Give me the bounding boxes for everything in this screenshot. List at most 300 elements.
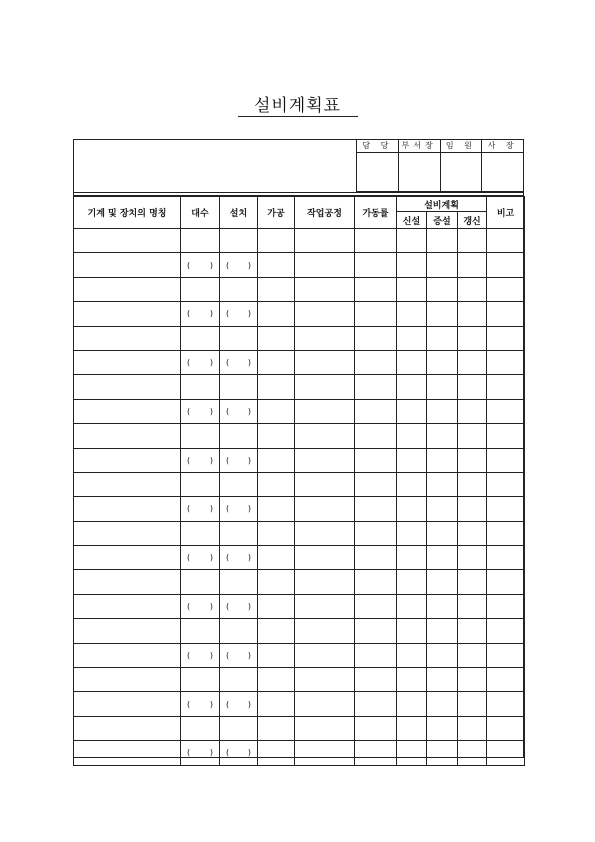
- table-cell[interactable]: [397, 741, 427, 765]
- table-cell[interactable]: [74, 497, 181, 521]
- paren-open: (: [187, 748, 191, 758]
- table-cell[interactable]: [397, 594, 427, 618]
- table-cell[interactable]: [258, 497, 295, 521]
- table-cell[interactable]: [181, 326, 220, 350]
- table-cell[interactable]: [487, 399, 525, 423]
- table-cell[interactable]: [220, 253, 258, 277]
- table-cell[interactable]: [427, 277, 458, 301]
- table-cell[interactable]: [295, 229, 355, 253]
- table-cell[interactable]: [397, 521, 427, 545]
- table-cell[interactable]: [295, 668, 355, 692]
- table-cell[interactable]: [487, 497, 525, 521]
- table-cell[interactable]: [181, 302, 220, 326]
- table-cell[interactable]: [220, 326, 258, 350]
- table-cell[interactable]: [220, 668, 258, 692]
- table-cell[interactable]: [355, 716, 397, 740]
- table-cell[interactable]: [397, 643, 427, 667]
- page-title: 설비계획표: [253, 96, 342, 116]
- table-cell[interactable]: [220, 424, 258, 448]
- col-header-expand: 증설: [427, 212, 458, 229]
- table-cell[interactable]: [295, 741, 355, 765]
- paren-close: ): [209, 260, 213, 270]
- table-cell[interactable]: [458, 668, 487, 692]
- paren-open: (: [187, 358, 191, 368]
- table-cell[interactable]: [487, 253, 525, 277]
- table-cell[interactable]: [427, 546, 458, 570]
- table-cell[interactable]: [427, 643, 458, 667]
- table-cell[interactable]: [181, 350, 220, 374]
- table-cell[interactable]: [74, 716, 181, 740]
- paren-open: (: [226, 650, 230, 660]
- paren-marker: [181, 456, 219, 465]
- table-cell[interactable]: [295, 643, 355, 667]
- table-cell[interactable]: [74, 399, 181, 423]
- paren-marker: [220, 700, 257, 709]
- table-cell[interactable]: [397, 424, 427, 448]
- table-cell[interactable]: [295, 521, 355, 545]
- table-cell[interactable]: [397, 448, 427, 472]
- table-cell[interactable]: [397, 472, 427, 496]
- table-cell[interactable]: [220, 497, 258, 521]
- table-cell[interactable]: [397, 302, 427, 326]
- table-cell[interactable]: [74, 546, 181, 570]
- table-cell[interactable]: [427, 326, 458, 350]
- paren-marker: [181, 407, 219, 416]
- table-cell[interactable]: [458, 448, 487, 472]
- table-cell[interactable]: [427, 521, 458, 545]
- table-cell[interactable]: [181, 521, 220, 545]
- table-cell[interactable]: [181, 546, 220, 570]
- table-cell[interactable]: [220, 521, 258, 545]
- table-cell[interactable]: [258, 521, 295, 545]
- table-cell[interactable]: [397, 668, 427, 692]
- table-row: [74, 546, 525, 570]
- table-cell[interactable]: [74, 424, 181, 448]
- table-row: [74, 424, 525, 448]
- approval-label: 부서장: [398, 140, 440, 153]
- col-header-remark: 비고: [487, 197, 525, 229]
- table-cell[interactable]: [427, 619, 458, 643]
- table-cell[interactable]: [220, 375, 258, 399]
- table-cell[interactable]: [355, 448, 397, 472]
- table-cell[interactable]: [220, 546, 258, 570]
- paren-close: ): [247, 553, 251, 563]
- table-row: [74, 668, 525, 692]
- equipment-table: [73, 196, 525, 766]
- paren-open: (: [187, 602, 191, 612]
- table-cell[interactable]: [458, 350, 487, 374]
- paren-open: (: [226, 602, 230, 612]
- table-cell[interactable]: [295, 472, 355, 496]
- table-cell[interactable]: [355, 472, 397, 496]
- table-cell[interactable]: [355, 350, 397, 374]
- paren-close: ): [209, 650, 213, 660]
- table-cell[interactable]: [487, 521, 525, 545]
- paren-marker: [220, 504, 257, 513]
- table-cell[interactable]: [220, 472, 258, 496]
- table-cell[interactable]: [220, 716, 258, 740]
- table-cell[interactable]: [220, 643, 258, 667]
- paren-marker: [181, 261, 219, 270]
- paren-open: (: [187, 455, 191, 465]
- table-cell[interactable]: [458, 472, 487, 496]
- table-cell[interactable]: [181, 399, 220, 423]
- paren-close: ): [247, 748, 251, 758]
- paren-open: (: [187, 504, 191, 514]
- table-cell[interactable]: [427, 302, 458, 326]
- approval-label: 담 당: [357, 140, 399, 153]
- table-cell[interactable]: [181, 497, 220, 521]
- table-cell[interactable]: [295, 546, 355, 570]
- table-cell[interactable]: [295, 570, 355, 594]
- table-cell[interactable]: [355, 375, 397, 399]
- table-cell[interactable]: [458, 741, 487, 765]
- table-cell[interactable]: [458, 692, 487, 716]
- col-header-install: 설치: [220, 197, 258, 229]
- table-cell[interactable]: [355, 668, 397, 692]
- table-cell[interactable]: [181, 570, 220, 594]
- table-cell[interactable]: [355, 741, 397, 765]
- table-cell[interactable]: [295, 424, 355, 448]
- paren-close: ): [209, 699, 213, 709]
- table-cell[interactable]: [181, 692, 220, 716]
- table-cell[interactable]: [397, 570, 427, 594]
- table-cell[interactable]: [295, 302, 355, 326]
- table-cell[interactable]: [74, 521, 181, 545]
- table-cell[interactable]: [181, 594, 220, 618]
- table-cell[interactable]: [458, 497, 487, 521]
- paren-open: (: [226, 309, 230, 319]
- table-cell[interactable]: [258, 302, 295, 326]
- table-cell[interactable]: [220, 619, 258, 643]
- paren-close: ): [209, 455, 213, 465]
- paren-marker: [220, 407, 257, 416]
- table-row: [74, 253, 525, 277]
- table-cell[interactable]: [295, 253, 355, 277]
- table-cell[interactable]: [458, 619, 487, 643]
- table-cell[interactable]: [74, 472, 181, 496]
- table-cell[interactable]: [397, 399, 427, 423]
- table-cell[interactable]: [487, 277, 525, 301]
- table-cell[interactable]: [458, 326, 487, 350]
- table-cell[interactable]: [74, 619, 181, 643]
- table-cell[interactable]: [355, 497, 397, 521]
- table-cell[interactable]: [458, 643, 487, 667]
- table-cell[interactable]: [427, 350, 458, 374]
- col-header-rate: 가동률: [355, 197, 397, 229]
- table-cell[interactable]: [487, 668, 525, 692]
- paren-marker: [181, 358, 219, 367]
- table-cell[interactable]: [458, 277, 487, 301]
- table-cell[interactable]: [487, 472, 525, 496]
- table-cell[interactable]: [397, 375, 427, 399]
- table-cell[interactable]: [487, 716, 525, 740]
- table-cell[interactable]: [295, 619, 355, 643]
- approval-sign-box[interactable]: [398, 153, 440, 192]
- table-row: [74, 277, 525, 301]
- table-cell[interactable]: [458, 594, 487, 618]
- table-cell[interactable]: [74, 594, 181, 618]
- paren-open: (: [226, 455, 230, 465]
- table-cell[interactable]: [427, 668, 458, 692]
- table-cell[interactable]: [181, 448, 220, 472]
- paren-marker: [181, 700, 219, 709]
- table-cell[interactable]: [74, 570, 181, 594]
- table-cell[interactable]: [74, 326, 181, 350]
- table-cell[interactable]: [355, 546, 397, 570]
- table-cell[interactable]: [295, 594, 355, 618]
- table-cell[interactable]: [258, 229, 295, 253]
- table-cell[interactable]: [427, 741, 458, 765]
- table-cell[interactable]: [220, 350, 258, 374]
- table-cell[interactable]: [427, 424, 458, 448]
- table-row: [74, 302, 525, 326]
- approval-label: 사 장: [482, 140, 524, 153]
- table-cell[interactable]: [355, 643, 397, 667]
- table-cell[interactable]: [220, 741, 258, 765]
- paren-close: ): [209, 406, 213, 416]
- table-cell[interactable]: [397, 716, 427, 740]
- paren-close: ): [247, 358, 251, 368]
- paren-open: (: [187, 699, 191, 709]
- table-cell[interactable]: [74, 741, 181, 765]
- table-cell[interactable]: [258, 448, 295, 472]
- paren-marker: [181, 602, 219, 611]
- paren-marker: [181, 504, 219, 513]
- paren-open: (: [187, 406, 191, 416]
- table-cell[interactable]: [258, 594, 295, 618]
- table-cell[interactable]: [427, 692, 458, 716]
- table-cell[interactable]: [397, 277, 427, 301]
- table-cell[interactable]: [74, 668, 181, 692]
- table-cell[interactable]: [295, 716, 355, 740]
- table-cell[interactable]: [397, 497, 427, 521]
- table-cell[interactable]: [487, 546, 525, 570]
- table-cell[interactable]: [355, 302, 397, 326]
- table-cell[interactable]: [458, 375, 487, 399]
- table-cell[interactable]: [258, 546, 295, 570]
- table-cell[interactable]: [397, 692, 427, 716]
- paren-open: (: [226, 553, 230, 563]
- table-cell[interactable]: [427, 375, 458, 399]
- table-cell[interactable]: [74, 229, 181, 253]
- col-header-process: 가공: [258, 197, 295, 229]
- table-cell[interactable]: [295, 375, 355, 399]
- table-cell[interactable]: [220, 448, 258, 472]
- table-cell[interactable]: [220, 277, 258, 301]
- table-cell[interactable]: [258, 716, 295, 740]
- table-cell[interactable]: [355, 619, 397, 643]
- table-cell[interactable]: [397, 229, 427, 253]
- table-cell[interactable]: [397, 253, 427, 277]
- table-cell[interactable]: [258, 472, 295, 496]
- approval-sign-box[interactable]: [482, 153, 524, 192]
- approval-sign-box[interactable]: [357, 153, 399, 192]
- col-header-plan: 설비계획: [397, 197, 487, 212]
- table-cell[interactable]: [427, 229, 458, 253]
- table-cell[interactable]: [181, 253, 220, 277]
- table-cell[interactable]: [355, 399, 397, 423]
- paren-open: (: [226, 358, 230, 368]
- col-header-count: 대수: [181, 197, 220, 229]
- table-cell[interactable]: [427, 570, 458, 594]
- table-cell[interactable]: [458, 521, 487, 545]
- table-cell[interactable]: [258, 570, 295, 594]
- table-cell[interactable]: [487, 692, 525, 716]
- table-cell[interactable]: [295, 277, 355, 301]
- table-cell[interactable]: [181, 277, 220, 301]
- table-cell[interactable]: [427, 716, 458, 740]
- table-cell[interactable]: [487, 375, 525, 399]
- table-cell[interactable]: [258, 350, 295, 374]
- table-cell[interactable]: [458, 424, 487, 448]
- table-cell[interactable]: [181, 716, 220, 740]
- col-header-new: 신설: [397, 212, 427, 229]
- table-row: [74, 619, 525, 643]
- paren-close: ): [209, 504, 213, 514]
- paren-marker: [181, 309, 219, 318]
- table-cell[interactable]: [355, 692, 397, 716]
- table-cell[interactable]: [355, 521, 397, 545]
- table-cell[interactable]: [487, 350, 525, 374]
- table-cell[interactable]: [355, 229, 397, 253]
- table-cell[interactable]: [355, 253, 397, 277]
- table-cell[interactable]: [295, 497, 355, 521]
- table-cell[interactable]: [258, 253, 295, 277]
- table-cell[interactable]: [458, 716, 487, 740]
- table-cell[interactable]: [258, 277, 295, 301]
- table-cell[interactable]: [355, 594, 397, 618]
- table-cell[interactable]: [220, 570, 258, 594]
- table-cell[interactable]: [427, 253, 458, 277]
- paren-marker: [220, 309, 257, 318]
- table-cell[interactable]: [487, 570, 525, 594]
- paren-close: ): [209, 748, 213, 758]
- table-cell[interactable]: [295, 448, 355, 472]
- table-cell[interactable]: [74, 350, 181, 374]
- table-cell[interactable]: [74, 448, 181, 472]
- table-cell[interactable]: [220, 692, 258, 716]
- table-cell[interactable]: [295, 399, 355, 423]
- table-cell[interactable]: [487, 643, 525, 667]
- table-cell[interactable]: [220, 229, 258, 253]
- paren-marker: [220, 651, 257, 660]
- table-cell[interactable]: [487, 229, 525, 253]
- table-cell[interactable]: [487, 619, 525, 643]
- table-cell[interactable]: [397, 350, 427, 374]
- table-cell[interactable]: [220, 399, 258, 423]
- table-cell[interactable]: [487, 326, 525, 350]
- table-cell[interactable]: [355, 326, 397, 350]
- table-cell[interactable]: [458, 229, 487, 253]
- paren-close: ): [247, 602, 251, 612]
- table-cell[interactable]: [487, 741, 525, 765]
- table-cell[interactable]: [258, 619, 295, 643]
- paren-open: (: [226, 748, 230, 758]
- table-row: [74, 716, 525, 740]
- table-cell[interactable]: [458, 546, 487, 570]
- table-cell[interactable]: [258, 741, 295, 765]
- table-cell[interactable]: [258, 668, 295, 692]
- table-cell[interactable]: [355, 277, 397, 301]
- table-cell[interactable]: [181, 668, 220, 692]
- table-cell[interactable]: [181, 424, 220, 448]
- table-row: [74, 497, 525, 521]
- table-row: [74, 229, 525, 253]
- table-cell[interactable]: [355, 424, 397, 448]
- paren-close: ): [209, 309, 213, 319]
- paren-close: ): [209, 602, 213, 612]
- table-cell[interactable]: [181, 472, 220, 496]
- table-cell[interactable]: [487, 302, 525, 326]
- table-cell[interactable]: [458, 302, 487, 326]
- table-cell[interactable]: [74, 375, 181, 399]
- table-cell[interactable]: [458, 399, 487, 423]
- approval-sign-box[interactable]: [440, 153, 482, 192]
- paren-marker: [220, 261, 257, 270]
- table-cell[interactable]: [220, 302, 258, 326]
- table-cell[interactable]: [427, 472, 458, 496]
- table-cell[interactable]: [397, 326, 427, 350]
- table-cell[interactable]: [181, 375, 220, 399]
- paren-open: (: [187, 309, 191, 319]
- table-cell[interactable]: [181, 619, 220, 643]
- table-cell[interactable]: [74, 277, 181, 301]
- table-cell[interactable]: [427, 448, 458, 472]
- table-cell[interactable]: [74, 692, 181, 716]
- table-cell[interactable]: [458, 570, 487, 594]
- table-cell[interactable]: [427, 497, 458, 521]
- table-cell[interactable]: [487, 594, 525, 618]
- paren-marker: [220, 748, 257, 757]
- table-cell[interactable]: [458, 253, 487, 277]
- table-cell[interactable]: [427, 399, 458, 423]
- table-cell[interactable]: [258, 375, 295, 399]
- paren-close: ): [209, 358, 213, 368]
- table-cell[interactable]: [355, 570, 397, 594]
- table-cell[interactable]: [220, 594, 258, 618]
- table-cell[interactable]: [295, 692, 355, 716]
- table-cell[interactable]: [397, 619, 427, 643]
- table-cell[interactable]: [295, 326, 355, 350]
- table-cell[interactable]: [181, 643, 220, 667]
- paren-close: ): [247, 504, 251, 514]
- table-row: [74, 741, 525, 765]
- table-cell[interactable]: [295, 350, 355, 374]
- table-cell[interactable]: [258, 326, 295, 350]
- table-cell[interactable]: [181, 741, 220, 765]
- table-cell[interactable]: [258, 643, 295, 667]
- table-cell[interactable]: [74, 643, 181, 667]
- paren-marker: [181, 553, 219, 562]
- paren-marker: [220, 602, 257, 611]
- table-row: [74, 448, 525, 472]
- paren-open: (: [187, 260, 191, 270]
- table-cell[interactable]: [487, 424, 525, 448]
- table-cell[interactable]: [397, 546, 427, 570]
- paren-marker: [181, 748, 219, 757]
- table-cell[interactable]: [74, 253, 181, 277]
- table-cell[interactable]: [258, 424, 295, 448]
- table-cell[interactable]: [258, 692, 295, 716]
- table-cell[interactable]: [258, 399, 295, 423]
- col-header-renew: 갱신: [458, 212, 487, 229]
- table-cell[interactable]: [74, 302, 181, 326]
- table-cell[interactable]: [427, 594, 458, 618]
- table-cell[interactable]: [487, 448, 525, 472]
- table-row: [74, 350, 525, 374]
- table-cell[interactable]: [181, 229, 220, 253]
